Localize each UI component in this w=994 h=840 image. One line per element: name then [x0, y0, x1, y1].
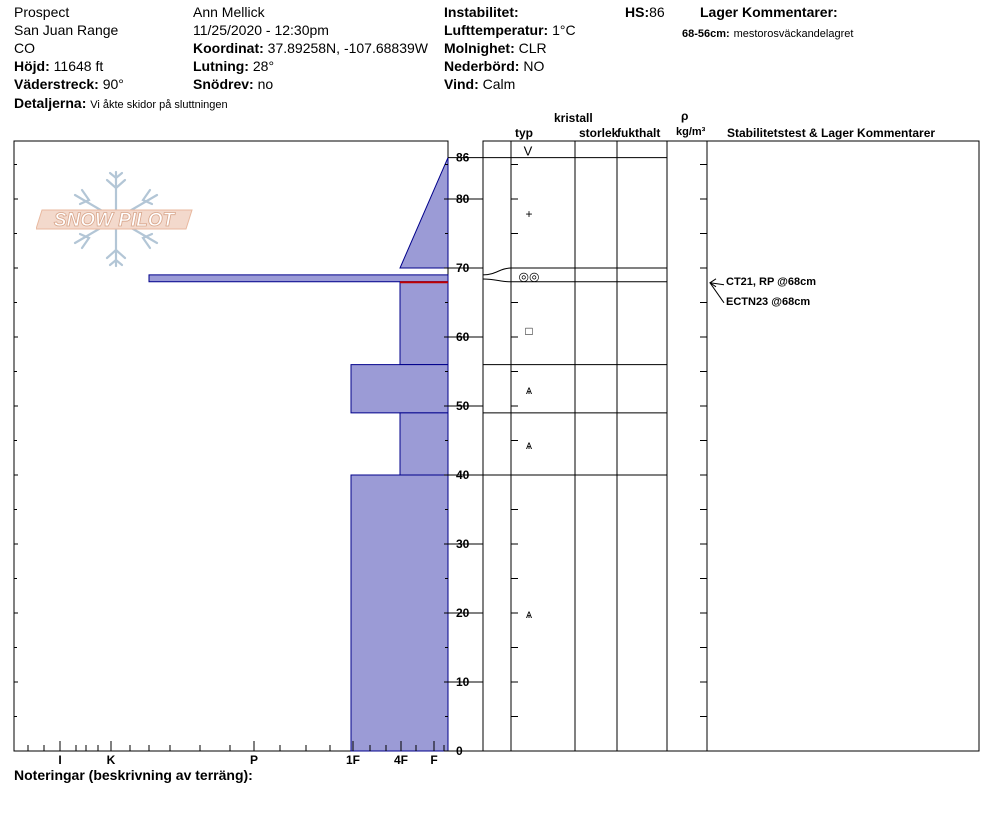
- coordinate-value: 37.89258N, -107.68839W: [267, 40, 428, 56]
- hardness-layer: [400, 158, 448, 268]
- grain-symbol: ѧ: [526, 607, 532, 621]
- elevation-label: Höjd:: [14, 58, 50, 74]
- terrain-notes-label: Noteringar (beskrivning av terräng):: [14, 767, 253, 783]
- grain-symbol: +: [525, 206, 533, 221]
- wind-label: Vind:: [444, 76, 479, 92]
- layer-comment-text: mestorosväckandelagret: [733, 28, 854, 40]
- depth-tick-label: 10: [456, 675, 470, 689]
- layer-table-frame: [483, 141, 979, 751]
- slope-value: 28°: [252, 58, 275, 74]
- stability-column-header: Stabilitetstest & Lager Kommentarer: [727, 126, 936, 140]
- type-column-header: typ: [515, 126, 533, 140]
- depth-tick-label: 50: [456, 399, 470, 413]
- details-value: Vi åkte skidor på sluttningen: [90, 99, 228, 111]
- layer-comment-depth: 68-56cm:: [682, 28, 730, 40]
- layer-connector: [483, 268, 511, 275]
- hardness-tick-label: 4F: [393, 753, 409, 767]
- snowpilot-logo-text: SNOW PILOT: [53, 210, 175, 231]
- stability-test-2: ECTN23 @68cm: [726, 296, 811, 308]
- hardness-layers: [149, 158, 448, 751]
- depth-tick-label: 60: [456, 330, 470, 344]
- moisture-column-header: fukthalt: [617, 126, 661, 140]
- grain-symbol: ѧ: [526, 437, 532, 452]
- range-name: San Juan Range: [14, 22, 119, 38]
- hardness-layer: [351, 475, 448, 751]
- depth-tick-label: 70: [456, 261, 470, 275]
- hardness-tick-label: F: [430, 753, 438, 767]
- instability-label: Instabilitet:: [444, 4, 519, 20]
- grain-symbol: ◎◎: [518, 269, 540, 284]
- hs-label: HS:: [625, 4, 650, 20]
- depth-tick-label: 40: [456, 468, 470, 482]
- state-name: CO: [14, 40, 35, 56]
- grain-symbol: □: [525, 324, 533, 339]
- slope-label: Lutning:: [193, 58, 249, 74]
- stability-arrow: [710, 279, 724, 303]
- layer-comments-label: Lager Kommentarer:: [700, 4, 838, 20]
- density-symbol: ρ: [681, 109, 689, 123]
- aspect-label: Väderstreck:: [14, 76, 99, 92]
- depth-tick-label: 0: [456, 744, 463, 758]
- arrow-line: [710, 283, 724, 303]
- grain-symbol: ѧ: [526, 382, 532, 397]
- elevation-value: 11648 ft: [53, 58, 104, 74]
- wind-loading-value: no: [257, 76, 274, 92]
- crystal-column-header: kristall: [554, 111, 593, 125]
- density-unit: kg/m³: [676, 126, 706, 138]
- hardness-layer: [351, 365, 448, 413]
- details-label: Detaljerna:: [14, 95, 87, 111]
- observer-name: Ann Mellick: [193, 4, 265, 20]
- hardness-tick-label: 1F: [345, 753, 361, 767]
- grain-symbols: [519, 144, 540, 621]
- layer-connector: [483, 279, 511, 282]
- hardness-tick-label: P: [249, 753, 259, 767]
- hardness-layer: [400, 282, 448, 365]
- hs-value: 86: [649, 4, 665, 20]
- stability-test-1: CT21, RP @68cm: [726, 276, 817, 288]
- air-temp-label: Lufttemperatur:: [444, 22, 549, 38]
- sky-value: CLR: [518, 40, 547, 56]
- surface-symbol: V: [523, 143, 533, 159]
- depth-tick-label: 80: [456, 192, 470, 206]
- location-name: Prospect: [14, 4, 70, 20]
- precip-value: NO: [523, 58, 545, 74]
- observation-datetime: 11/25/2020 - 12:30pm: [193, 22, 329, 38]
- wind-loading-label: Snödrev:: [193, 76, 254, 92]
- hardness-tick-label: I: [58, 753, 62, 767]
- coordinate-label: Koordinat:: [193, 40, 264, 56]
- precip-label: Nederbörd:: [444, 58, 520, 74]
- air-temp-value: 1°C: [552, 22, 576, 38]
- hardness-tick-label: K: [106, 753, 116, 767]
- sky-label: Molnighet:: [444, 40, 515, 56]
- aspect-value: 90°: [102, 76, 124, 92]
- wind-value: Calm: [482, 76, 516, 92]
- depth-tick-label: 30: [456, 537, 470, 551]
- hardness-layer: [149, 275, 448, 282]
- depth-tick-label: 20: [456, 606, 470, 620]
- depth-tick-label: 86: [456, 150, 470, 165]
- size-column-header: storlek: [579, 126, 619, 140]
- hardness-layer: [400, 413, 448, 475]
